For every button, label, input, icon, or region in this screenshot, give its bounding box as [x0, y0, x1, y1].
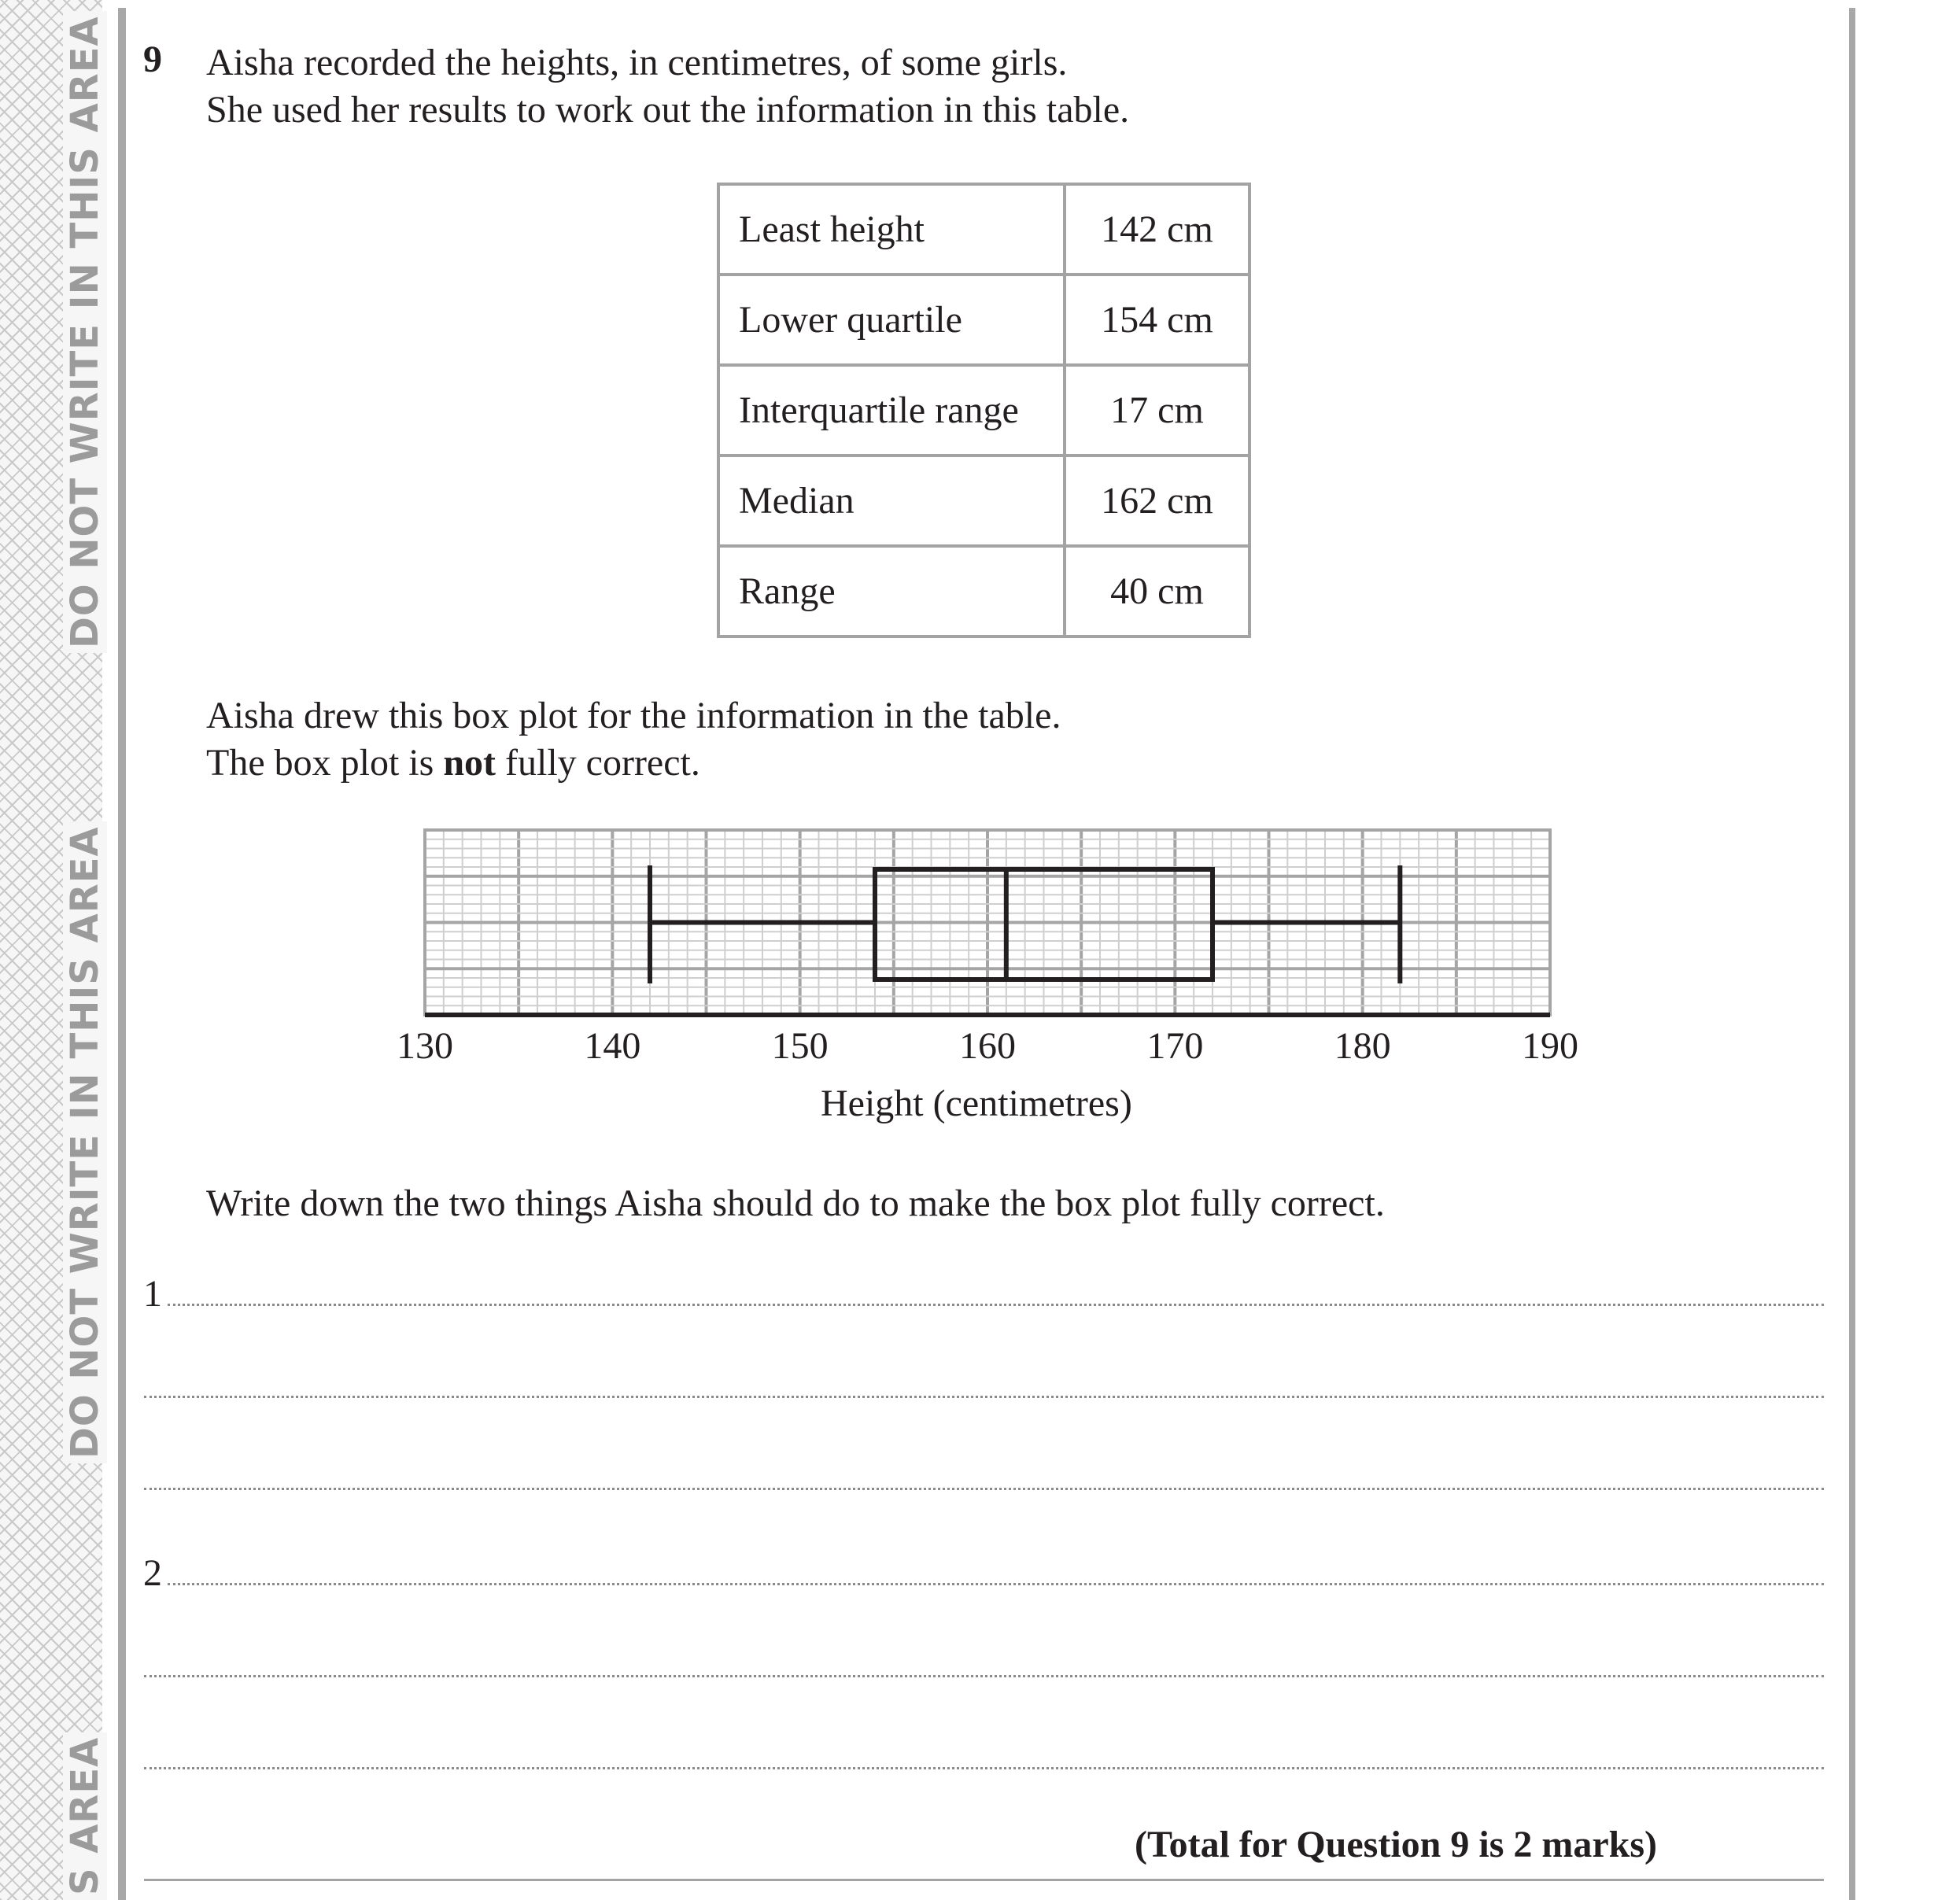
table-row [718, 365, 1249, 456]
x-tick-label: 130 [397, 1025, 453, 1067]
bottom-rule [144, 1879, 1824, 1881]
answer-2-label: 2 [143, 1552, 162, 1594]
table-value: 154 cm [1065, 275, 1249, 365]
answer-2-line-1[interactable] [168, 1583, 1824, 1585]
answer-2-line-3[interactable] [144, 1767, 1824, 1769]
table-label: Interquartile range [718, 365, 1065, 456]
answer-1-line-1[interactable] [168, 1304, 1824, 1306]
height-info-table [717, 183, 1251, 638]
table-label: Least height [718, 184, 1065, 275]
x-tick-label: 190 [1522, 1025, 1578, 1067]
margin-warning-middle: DO NOT WRITE IN THIS AREA [63, 821, 107, 1463]
question-number: 9 [143, 39, 162, 80]
question-total: (Total for Question 9 is 2 marks) [1135, 1824, 1658, 1865]
boxplot-line-2-post: fully correct. [496, 742, 700, 784]
boxplot-line-2-bold: not [443, 742, 496, 784]
question-intro [206, 39, 1129, 134]
x-tick-label: 160 [959, 1025, 1016, 1067]
boxplot-chart [378, 818, 1605, 1078]
table-value: 162 cm [1065, 456, 1249, 546]
intro-line-2: She used her results to work out the information in this table. [206, 89, 1130, 131]
table-value: 40 cm [1065, 546, 1249, 636]
table-row [718, 275, 1249, 365]
table-value: 17 cm [1065, 365, 1249, 456]
margin-warning-bottom: S AREA [63, 1732, 107, 1900]
boxplot-line-1: Aisha drew this box plot for the information in the table. [206, 695, 1061, 736]
instruction [206, 1180, 1385, 1227]
left-border-line [118, 8, 126, 1900]
table-row [718, 546, 1249, 636]
table-label: Range [718, 546, 1065, 636]
table-row [718, 456, 1249, 546]
x-tick-label: 150 [771, 1025, 829, 1067]
table-row [718, 184, 1249, 275]
table-label: Lower quartile [718, 275, 1065, 365]
answer-1-line-2[interactable] [144, 1396, 1824, 1398]
x-tick-label: 180 [1334, 1025, 1391, 1067]
instruction-text: Write down the two things Aisha should do to make the box plot fully correct. [206, 1182, 1385, 1224]
boxplot-line-2-pre: The box plot is [206, 742, 444, 784]
x-tick-label: 170 [1146, 1025, 1204, 1067]
x-axis-label: Height (centimetres) [821, 1083, 1132, 1124]
boxplot-description [206, 692, 1061, 787]
margin-warning-top: DO NOT WRITE IN THIS AREA [63, 11, 107, 653]
right-border-line [1849, 8, 1855, 1900]
answer-1-line-3[interactable] [144, 1488, 1824, 1490]
boxplot-line-2 [206, 740, 1061, 787]
table-label: Median [718, 456, 1065, 546]
intro-line-1: Aisha recorded the heights, in centimetres, of some girls. [206, 42, 1068, 83]
table-value: 142 cm [1065, 184, 1249, 275]
answer-1-label: 1 [143, 1273, 162, 1315]
answer-2-line-2[interactable] [144, 1675, 1824, 1677]
x-tick-label: 140 [584, 1025, 641, 1067]
